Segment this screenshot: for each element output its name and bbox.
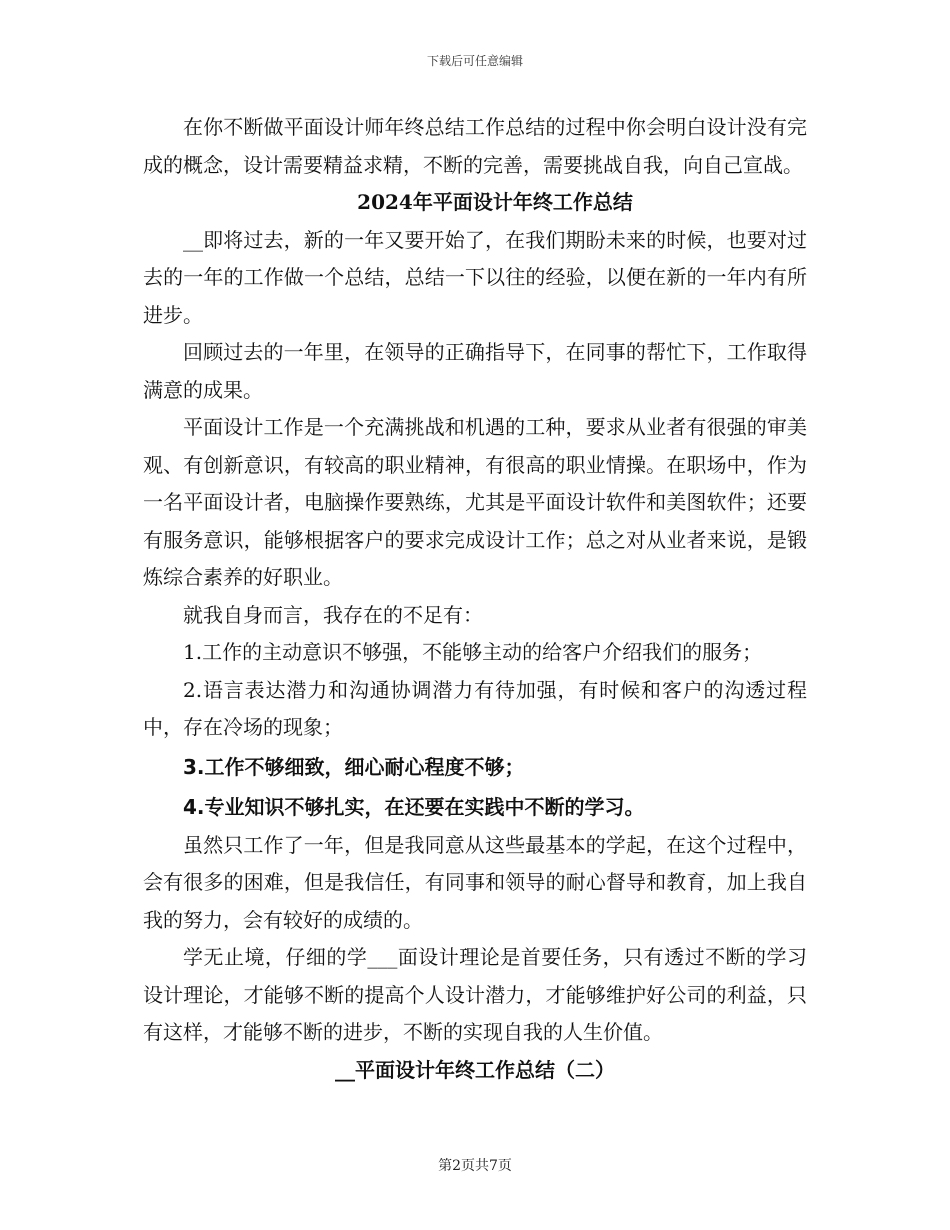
page-number: 第2页共7页 <box>438 1158 512 1174</box>
page-header: 下载后可任意编辑 <box>426 54 523 68</box>
paragraph-commitment: 虽然只工作了一年，但是我同意从这些最基本的学起，在这个过程中，会有很多的困难，但是我信任，有同事和领导的耐心督导和教育，加上我自我的努力，会有较好的成绩的。 <box>143 832 807 932</box>
paragraph-job-description: 平面设计工作是一个充满挑战和机遇的工种，要求从业者有很强的审美观、有创新意识，有较高的职业精神，有很高的职业情操。在职场中，作为一名平面设计者，电脑操作要熟练，尤其是平面设计软件和美图软件；还要有服务意识，能够根据客户的要求完成设计工作；总之对从业者来说，是锻炼综合素养的好职业。 <box>143 415 807 589</box>
paragraph-opening: __即将过去，新的一年又要开始了，在我们期盼未来的时候，也要对过去的一年的工作做一个总结，总结一下以往的经验，以便在新的一年内有所进步。 <box>143 227 807 327</box>
paragraph-review: 回顾过去的一年里，在领导的正确指导下，在同事的帮忙下，工作取得满意的成果。 <box>143 340 807 402</box>
paragraph-shortcomings-intro: 就我自身而言，我存在的不足有： <box>183 602 483 627</box>
shortcoming-item-3: 3.工作不够细致，细心耐心程度不够； <box>183 754 525 779</box>
paragraph-learning: 学无止境，仔细的学___面设计理论是首要任务，只有透过不断的学习设计理论，才能够不断的提高个人设计潜力，才能够维护好公司的利益，只有这样，才能够不断的进步，不断的实现自我的人生价值。 <box>143 945 807 1044</box>
shortcoming-item-2: 2.语言表达潜力和沟通协调潜力有待加强，有时候和客户的沟透过程中，存在冷场的现象； <box>143 677 807 739</box>
section-title-2024: 2024年平面设计年终工作总结 <box>357 190 633 214</box>
section-title-part-two: __平面设计年终工作总结（二） <box>335 1057 615 1082</box>
shortcoming-item-4: 4.专业知识不够扎实，在还要在实践中不断的学习。 <box>183 794 645 819</box>
intro-paragraph: 在你不断做平面设计师年终总结工作总结的过程中你会明白设计没有完成的概念，设计需要精益求精，不断的完善，需要挑战自我，向自己宣战。 <box>143 115 807 177</box>
shortcoming-item-1: 1.工作的主动意识不够强，不能够主动的给客户介绍我们的服务； <box>183 640 763 664</box>
document-body <box>143 109 807 1089</box>
